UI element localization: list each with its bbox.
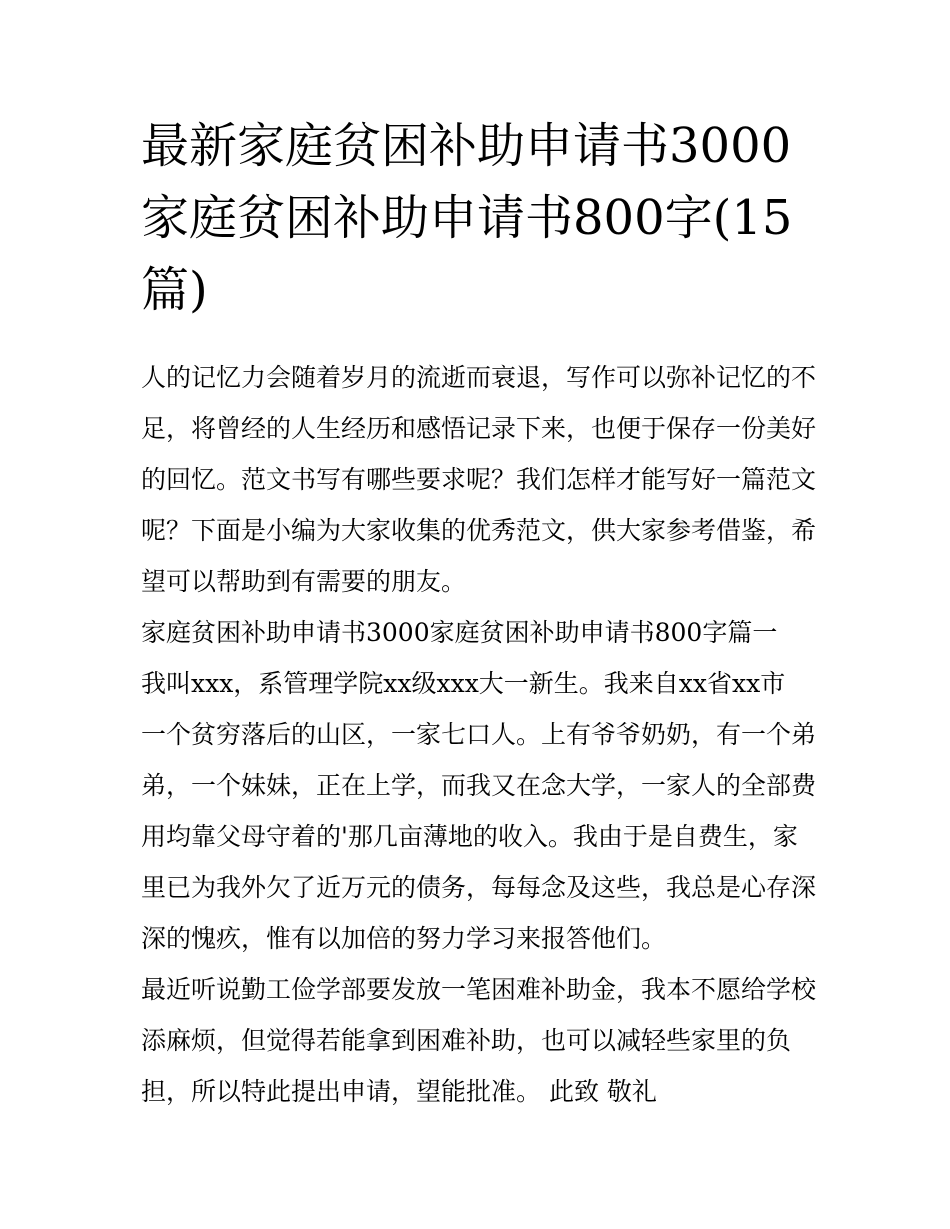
document-body	[141, 352, 831, 1117]
text-line: 我叫xxx，系管理学院xx级xxx大一新生。我来自xx省xx市	[141, 669, 786, 698]
title-line: 篇)	[141, 262, 208, 318]
letter-paragraph	[141, 658, 831, 964]
text-line: 的回忆。范文书写有哪些要求呢？我们怎样才能写好一篇范文	[141, 465, 817, 494]
text-line: 深的愧疚，惟有以加倍的努力学习来报答他们。	[141, 924, 667, 953]
text-line: 弟，一个妹妹，正在上学，而我又在念大学，一家人的全部费	[141, 771, 817, 800]
text-line: 里已为我外欠了近万元的债务，每每念及这些，我总是心存深	[141, 873, 817, 902]
text-line: 家庭贫困补助申请书3000家庭贫困补助申请书800字篇一	[141, 618, 778, 647]
text-line: 足，将曾经的人生经历和感悟记录下来，也便于保存一份美好	[141, 414, 817, 443]
text-line: 担，所以特此提出申请，望能批准。 此致 敬礼	[141, 1077, 657, 1106]
text-line: 呢？下面是小编为大家收集的优秀范文，供大家参考借鉴，希	[141, 516, 817, 545]
letter-paragraph	[141, 964, 831, 1117]
text-line: 添麻烦，但觉得若能拿到困难补助，也可以减轻些家里的负	[141, 1026, 792, 1055]
intro-paragraph	[141, 352, 831, 607]
section-heading	[141, 607, 831, 658]
text-line: 最近听说勤工俭学部要发放一笔困难补助金，我本不愿给学校	[141, 975, 817, 1004]
document-title	[141, 110, 821, 326]
text-line: 望可以帮助到有需要的朋友。	[141, 567, 467, 596]
text-line: 用均靠父母守着的'那几亩薄地的收入。我由于是自费生，家	[141, 822, 798, 851]
text-line: 一个贫穷落后的山区，一家七口人。上有爷爷奶奶，有一个弟	[141, 720, 817, 749]
title-line: 家庭贫困补助申请书800字(15	[141, 190, 793, 246]
title-line: 最新家庭贫困补助申请书3000	[141, 118, 792, 174]
text-line: 人的记忆力会随着岁月的流逝而衰退，写作可以弥补记忆的不	[141, 363, 817, 392]
